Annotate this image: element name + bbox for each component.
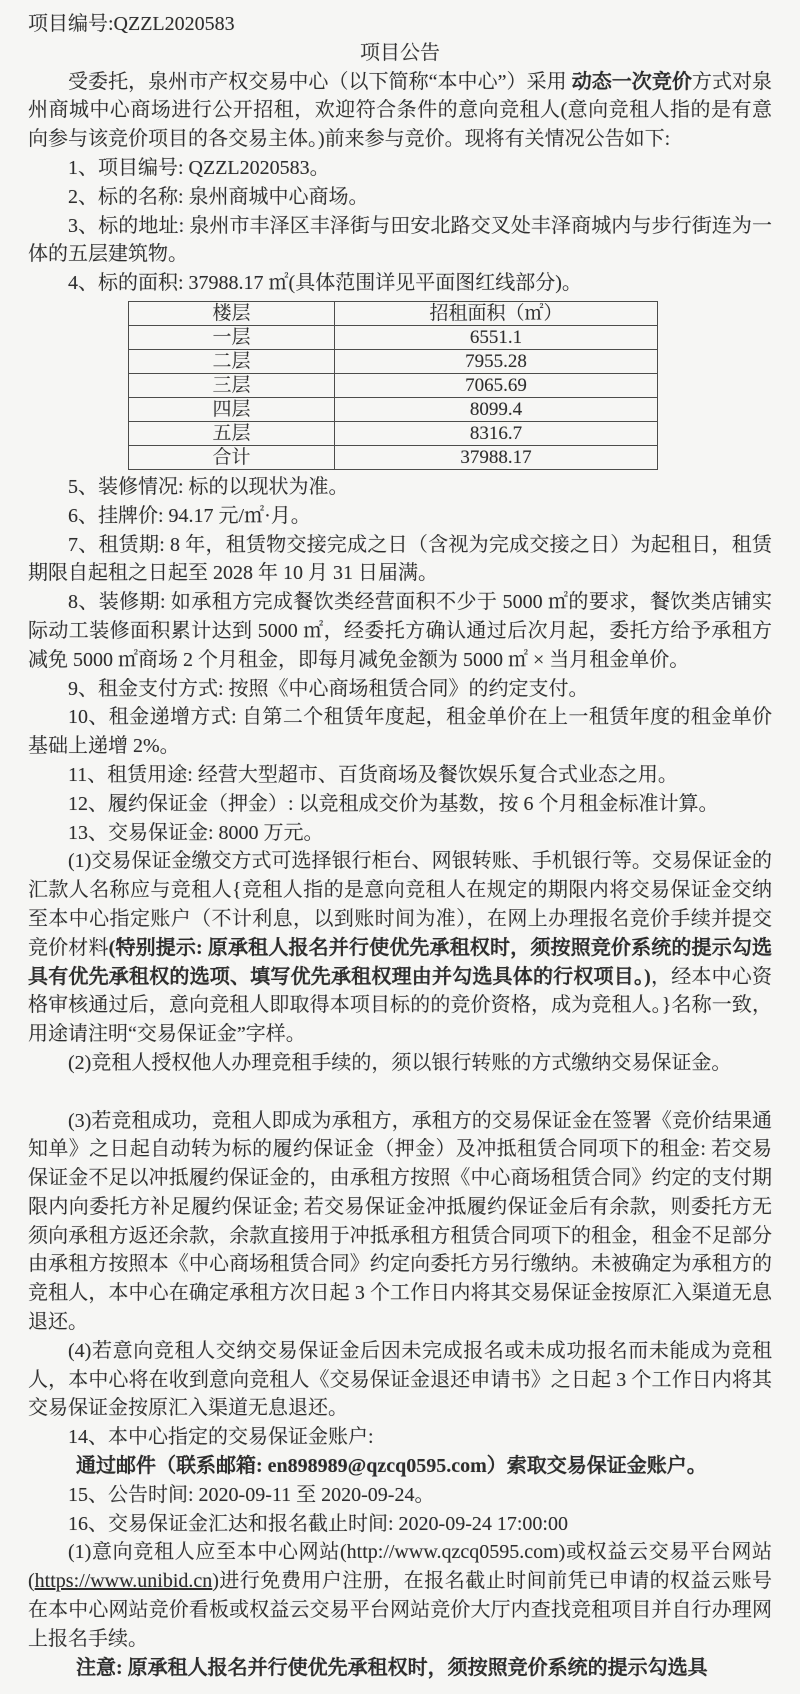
text-segment: 6、挂牌价: 94.17 元/㎡·月。 — [68, 504, 311, 527]
table-row — [129, 445, 658, 469]
table-header-area: 招租面积（㎡） — [335, 301, 658, 325]
floor-area-table — [128, 301, 658, 470]
text-segment: 12、履约保证金（押金）: 以竞租成交价为基数，按 6 个月租金标准计算。 — [68, 792, 719, 815]
area-cell: 8316.7 — [335, 421, 658, 445]
bold-text: 动态一次竞价 — [571, 70, 692, 93]
item-1-project-number — [28, 154, 772, 183]
text-segment: 方式对泉州商城中心商场进行公开招租，欢迎符合条件的意向竞租人(意向竞租人指的是有意向参与该竞价项目的各交易主体。)前来参与竞价。现将有关情况公告如下: — [28, 70, 773, 151]
item-10-rent-increase — [28, 703, 772, 761]
area-cell: 7955.28 — [335, 349, 658, 373]
table-row — [129, 373, 658, 397]
text-segment: 11、租赁用途: 经营大型超市、百货商场及餐饮娱乐复合式业态之用。 — [68, 763, 678, 786]
text-segment: 受委托，泉州市产权交易中心（以下简称“本中心”）采用 — [68, 70, 572, 93]
text-segment: 1、项目编号: QZZL2020583。 — [68, 156, 330, 179]
floor-cell: 三层 — [129, 373, 335, 397]
intro-paragraph — [28, 68, 772, 154]
area-cell: 6551.1 — [335, 325, 658, 349]
text-segment: 10、租金递增方式: 自第二个租赁年度起，租金单价在上一租赁年度的租金单价基础上递增 2%。 — [28, 706, 772, 758]
area-cell: 37988.17 — [335, 445, 658, 469]
item-4-target-area — [28, 269, 772, 298]
sub-2-authorized-payment — [28, 1049, 772, 1078]
text-segment: 2、标的名称: 泉州商城中心商场。 — [68, 185, 369, 208]
item-8-renovation-period — [28, 588, 772, 674]
email-note — [28, 1452, 772, 1481]
item-9-rent-payment — [28, 675, 772, 704]
url-link-text: https://www.unibid.cn — [34, 1570, 213, 1593]
text-segment: 13、交易保证金: 8000 万元。 — [68, 821, 324, 844]
item-7-lease-term — [28, 531, 772, 589]
text-segment: 16、交易保证金汇达和报名截止时间: 2020-09-24 17:00:00 — [68, 1512, 568, 1535]
text-segment: (2)竞租人授权他人办理竞租手续的，须以银行转账的方式缴纳交易保证金。 — [68, 1051, 732, 1074]
item-16-deadline — [28, 1510, 772, 1539]
project-number: 项目编号:QZZL2020583 — [28, 13, 235, 35]
item-6-listing-price — [28, 502, 772, 531]
text-segment: 8、装修期: 如承租方完成餐饮类经营面积不少于 5000 ㎡的要求，餐饮类店铺实际动工装修面积累计达到 5000 ㎡，经委托方确认通过后次月起，委托方给予承租方减免 5000 ㎡商场 2 个月租金，即每月减免金额为 5000 ㎡ × 当月租金单价。 — [28, 591, 772, 671]
item-3-target-address — [28, 212, 772, 270]
item-12-performance-deposit — [28, 790, 772, 819]
floor-cell: 二层 — [129, 349, 335, 373]
sub-1-registration — [28, 1538, 772, 1653]
text-segment: ，经本中心资格审核通过后，意向竞租人即取得本项目标的的竞价资格，成为竞租人。}名称一致，用途请注明“交易保证金”字样。 — [28, 965, 773, 1046]
bold-text: 注意: 原承租人报名并行使优先承租权时，须按照竞价系统的提示勾选具 — [76, 1656, 708, 1679]
item-14-deposit-account — [28, 1423, 772, 1452]
floor-cell: 四层 — [129, 397, 335, 421]
area-cell: 7065.69 — [335, 373, 658, 397]
text-segment: )进行免费用户注册，在报名截止时间前凭已申请的权益云账号在本中心网站竞价看板或权益云交易平台网站竞价大厅内查找竞租项目并自行办理网上报名手续。 — [28, 1570, 772, 1650]
text-segment: (1)意向竞租人应至本中心网站(http://www.qzcq0595.com)或权益云交易平台网站( — [28, 1541, 772, 1593]
document-title: 项目公告 — [360, 41, 440, 64]
table-header-floor: 楼层 — [129, 301, 335, 325]
floor-cell: 一层 — [129, 325, 335, 349]
document-body — [28, 68, 772, 1683]
text-segment: 5、装修情况: 标的以现状为准。 — [68, 475, 349, 498]
item-15-announcement-period — [28, 1481, 772, 1510]
table-row — [129, 421, 658, 445]
floor-cell: 五层 — [129, 421, 335, 445]
text-segment: 7、租赁期: 8 年，租赁物交接完成之日（含视为完成交接之日）为起租日，租赁期限自起租之日起至 2028 年 10 月 31 日届满。 — [28, 533, 772, 585]
text-segment: 15、公告时间: 2020-09-11 至 2020-09-24。 — [68, 1483, 435, 1506]
text-segment: (3)若竞租成功，竞租人即成为承租方，承租方的交易保证金在签署《竞价结果通知单》之日起自动转为标的履约保证金（押金）及冲抵租赁合同项下的租金: 若交易保证金不足以冲抵履约保证金的，由承租方按照《中心商场租赁合同》约定的支付期限内向委托方补足履约保证金; 若交易保证金冲抵履约保证金后有余款，则委托方无须向承租方返还余款，余款直接用于冲抵承租方租赁合同项下的租金，租金不足部分由承租方按照本《中心商场租赁合同》约定向委托方另行缴纳。未被确定为承租方的竞租人，本中心在确定承租方次日起 3 个工作日内将其交易保证金按原汇入渠道无息退还。 — [28, 1109, 772, 1334]
item-13-transaction-deposit — [28, 819, 772, 848]
text-segment: 4、标的面积: 37988.17 ㎡(具体范围详见平面图红线部分)。 — [68, 272, 582, 295]
bold-text: (特别提示: 原承租人报名并行使优先承租权时，须按照竞价系统的提示勾选具有优先承租权的选项、填写优先承租权理由并勾选具体的行权项目。) — [28, 936, 773, 988]
sub-4-deposit-refund — [28, 1337, 772, 1423]
table-row — [129, 325, 658, 349]
text-segment: 9、租金支付方式: 按照《中心商场租赁合同》的约定支付。 — [68, 677, 589, 700]
table-row — [129, 349, 658, 373]
table-header-row — [129, 301, 658, 325]
text-segment: 3、标的地址: 泉州市丰泽区丰泽街与田安北路交叉处丰泽商城内与步行街连为一体的五层建筑物。 — [28, 214, 772, 266]
table-row — [129, 397, 658, 421]
sub-3-deposit-conversion — [28, 1107, 772, 1337]
text-segment: 14、本中心指定的交易保证金账户: — [68, 1426, 374, 1449]
floor-cell: 合计 — [129, 445, 335, 469]
area-cell: 8099.4 — [335, 397, 658, 421]
notice-line — [28, 1654, 772, 1683]
text-segment: (1)交易保证金缴交方式可选择银行柜台、网银转账、手机银行等。交易保证金的汇款人名称应与竞租人{竞租人指的是意向竞租人在规定的期限内将交易保证金交纳至本中心指定账户（不计利息，以到账时间为准），在网上办理报名竞价手续并提交竞价材料 — [28, 850, 772, 959]
bold-text: 通过邮件（联系邮箱: en898989@qzcq0595.com）索取交易保证金账户。 — [76, 1455, 707, 1478]
item-5-decoration-status — [28, 473, 772, 502]
sub-1-deposit-payment — [28, 847, 772, 1049]
item-2-target-name — [28, 183, 772, 212]
text-segment: (4)若意向竞租人交纳交易保证金后因未完成报名或未成功报名而未能成为竞租人，本中心将在收到意向竞租人《交易保证金退还申请书》之日起 3 个工作日内将其交易保证金按原汇入渠道无息退还。 — [28, 1339, 772, 1420]
item-11-lease-purpose — [28, 761, 772, 790]
